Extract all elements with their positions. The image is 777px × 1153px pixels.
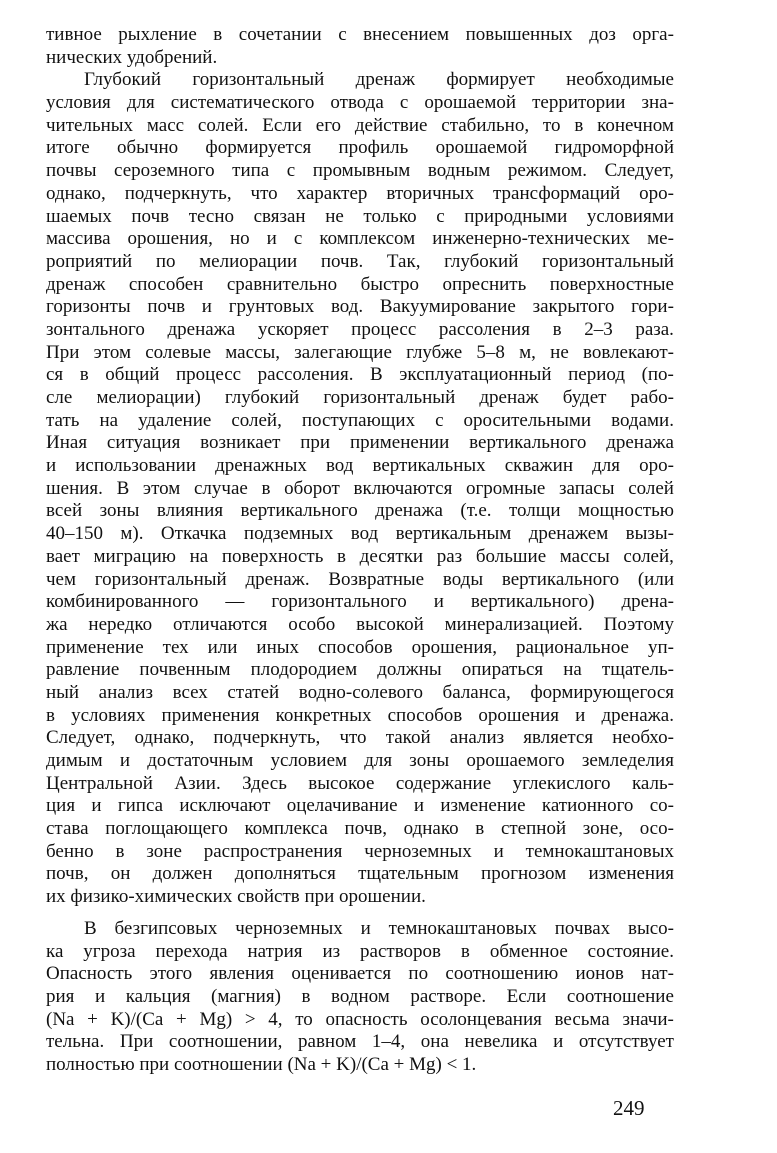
text-line: Иная ситуация возникает при применении вертикального дренажа [46,432,674,454]
text-line: ный анализ всех статей водно-солевого баланса, формирующегося [46,681,674,703]
text-line: их физико-химических свойств при орошении. [46,886,426,908]
text-line: вает миграцию на поверхность в десятки раз большие массы солей, [46,545,674,567]
text-line: При этом солевые массы, залегающие глубже 5–8 м, не вовлекают- [46,341,674,363]
text-line: сле мелиорации) глубокий горизонтальный дренаж будет рабо- [46,387,674,408]
text-line: шения. В этом случае в оборот включаются огромные запасы солей [46,477,674,499]
text-line: бенно в зоне распространения черноземных и темнокаштановых [46,840,674,862]
text-line: зонтального дренажа ускоряет процесс рассоления в 2–3 раза. [46,318,674,340]
text-line: итоге обычно формируется профиль орошаемой гидроморфной [46,137,674,159]
paragraph [46,24,674,69]
text-line: и использовании дренажных вод вертикальных скважин для оро- [46,455,674,477]
text-line: нических удобрений. [46,46,218,68]
text-line: 40–150 м). Откачка подземных вод вертикальным дренажем вызы- [46,523,674,545]
text-line: роприятий по мелиорации почв. Так, глубокий горизонтальный [46,250,674,272]
text-line: В безгипсовых черноземных и темнокаштановых почвах высо- [84,917,674,939]
text-line: рия и кальция (магния) в водном растворе. Если соотношение [46,985,674,1007]
text-line: однако, подчеркнуть, что характер вторичных трансформаций оро- [46,182,674,204]
text-line: димым и достаточным условием для зоны орошаемого земледелия [46,750,674,771]
text-line: массива орошения, но и с комплексом инженерно-технических ме- [46,228,674,250]
text-line: ция и гипса исключают оцелачивание и изменение катионного со- [46,795,674,817]
text-line: Центральной Азии. Здесь высокое содержание углекислого каль- [46,772,674,794]
text-line: Глубокий горизонтальный дренаж формирует необходимые [84,69,674,91]
paragraph [46,918,674,1077]
text-line: горизонты почв и грунтовых вод. Вакуумирование закрытого гори- [46,296,674,318]
text-line: тивное рыхление в сочетании с внесением повышенных доз орга- [46,24,674,45]
page-number: 249 [613,1096,645,1120]
text-line: почв, он должен дополняться тщательным прогнозом изменения [46,863,674,885]
text-line: всей зоны влияния вертикального дренажа (т.е. толщи мощностью [46,500,674,522]
text-line: условия для систематического отвода с орошаемой территории зна- [46,92,674,114]
text-line: жа нередко отличаются особо высокой минерализацией. Поэтому [46,613,674,635]
text-line: полностью при соотношении (Na + K)/(Ca + Mg) < 1. [46,1053,477,1075]
text-line: става поглощающего комплекса почв, однако в степной зоне, осо- [46,818,674,840]
text-line: дренаж способен сравнительно быстро опреснить поверхностные [46,273,674,295]
text-line: ка угроза перехода натрия из растворов в обменное состояние. [46,940,674,962]
text-line: Следует, однако, подчеркнуть, что такой анализ является необхо- [46,727,674,749]
body-text [46,24,674,1077]
text-line: чем горизонтальный дренаж. Возвратные воды вертикального (или [46,568,674,590]
text-line: в условиях применения конкретных способов орошения и дренажа. [46,704,674,726]
text-line: почвы сероземного типа с промывным водным режимом. Следует, [46,160,674,182]
text-line: тать на удаление солей, поступающих с оросительными водами. [46,409,674,431]
text-line: ся в общий процесс рассоления. В эксплуатационный период (по- [46,364,674,386]
text-line: комбинированного — горизонтального и вертикального) дрена- [46,591,674,613]
text-line: равление почвенным плодородием должны опираться на тщатель- [46,659,674,681]
text-line: Опасность этого явления оценивается по соотношению ионов нат- [46,963,674,985]
text-line: шаемых почв тесно связан не только с природными условиями [46,205,674,227]
text-line: (Na + K)/(Ca + Mg) > 4, то опасность осолонцевания весьма значи- [46,1008,674,1030]
text-line: применение тех или иных способов орошения, рациональное уп- [46,636,674,658]
text-line: чительных масс солей. Если его действие стабильно, то в конечном [46,114,674,136]
text-line: тельна. При соотношении, равном 1–4, она невелика и отсутствует [46,1031,674,1053]
paragraph [46,69,674,908]
